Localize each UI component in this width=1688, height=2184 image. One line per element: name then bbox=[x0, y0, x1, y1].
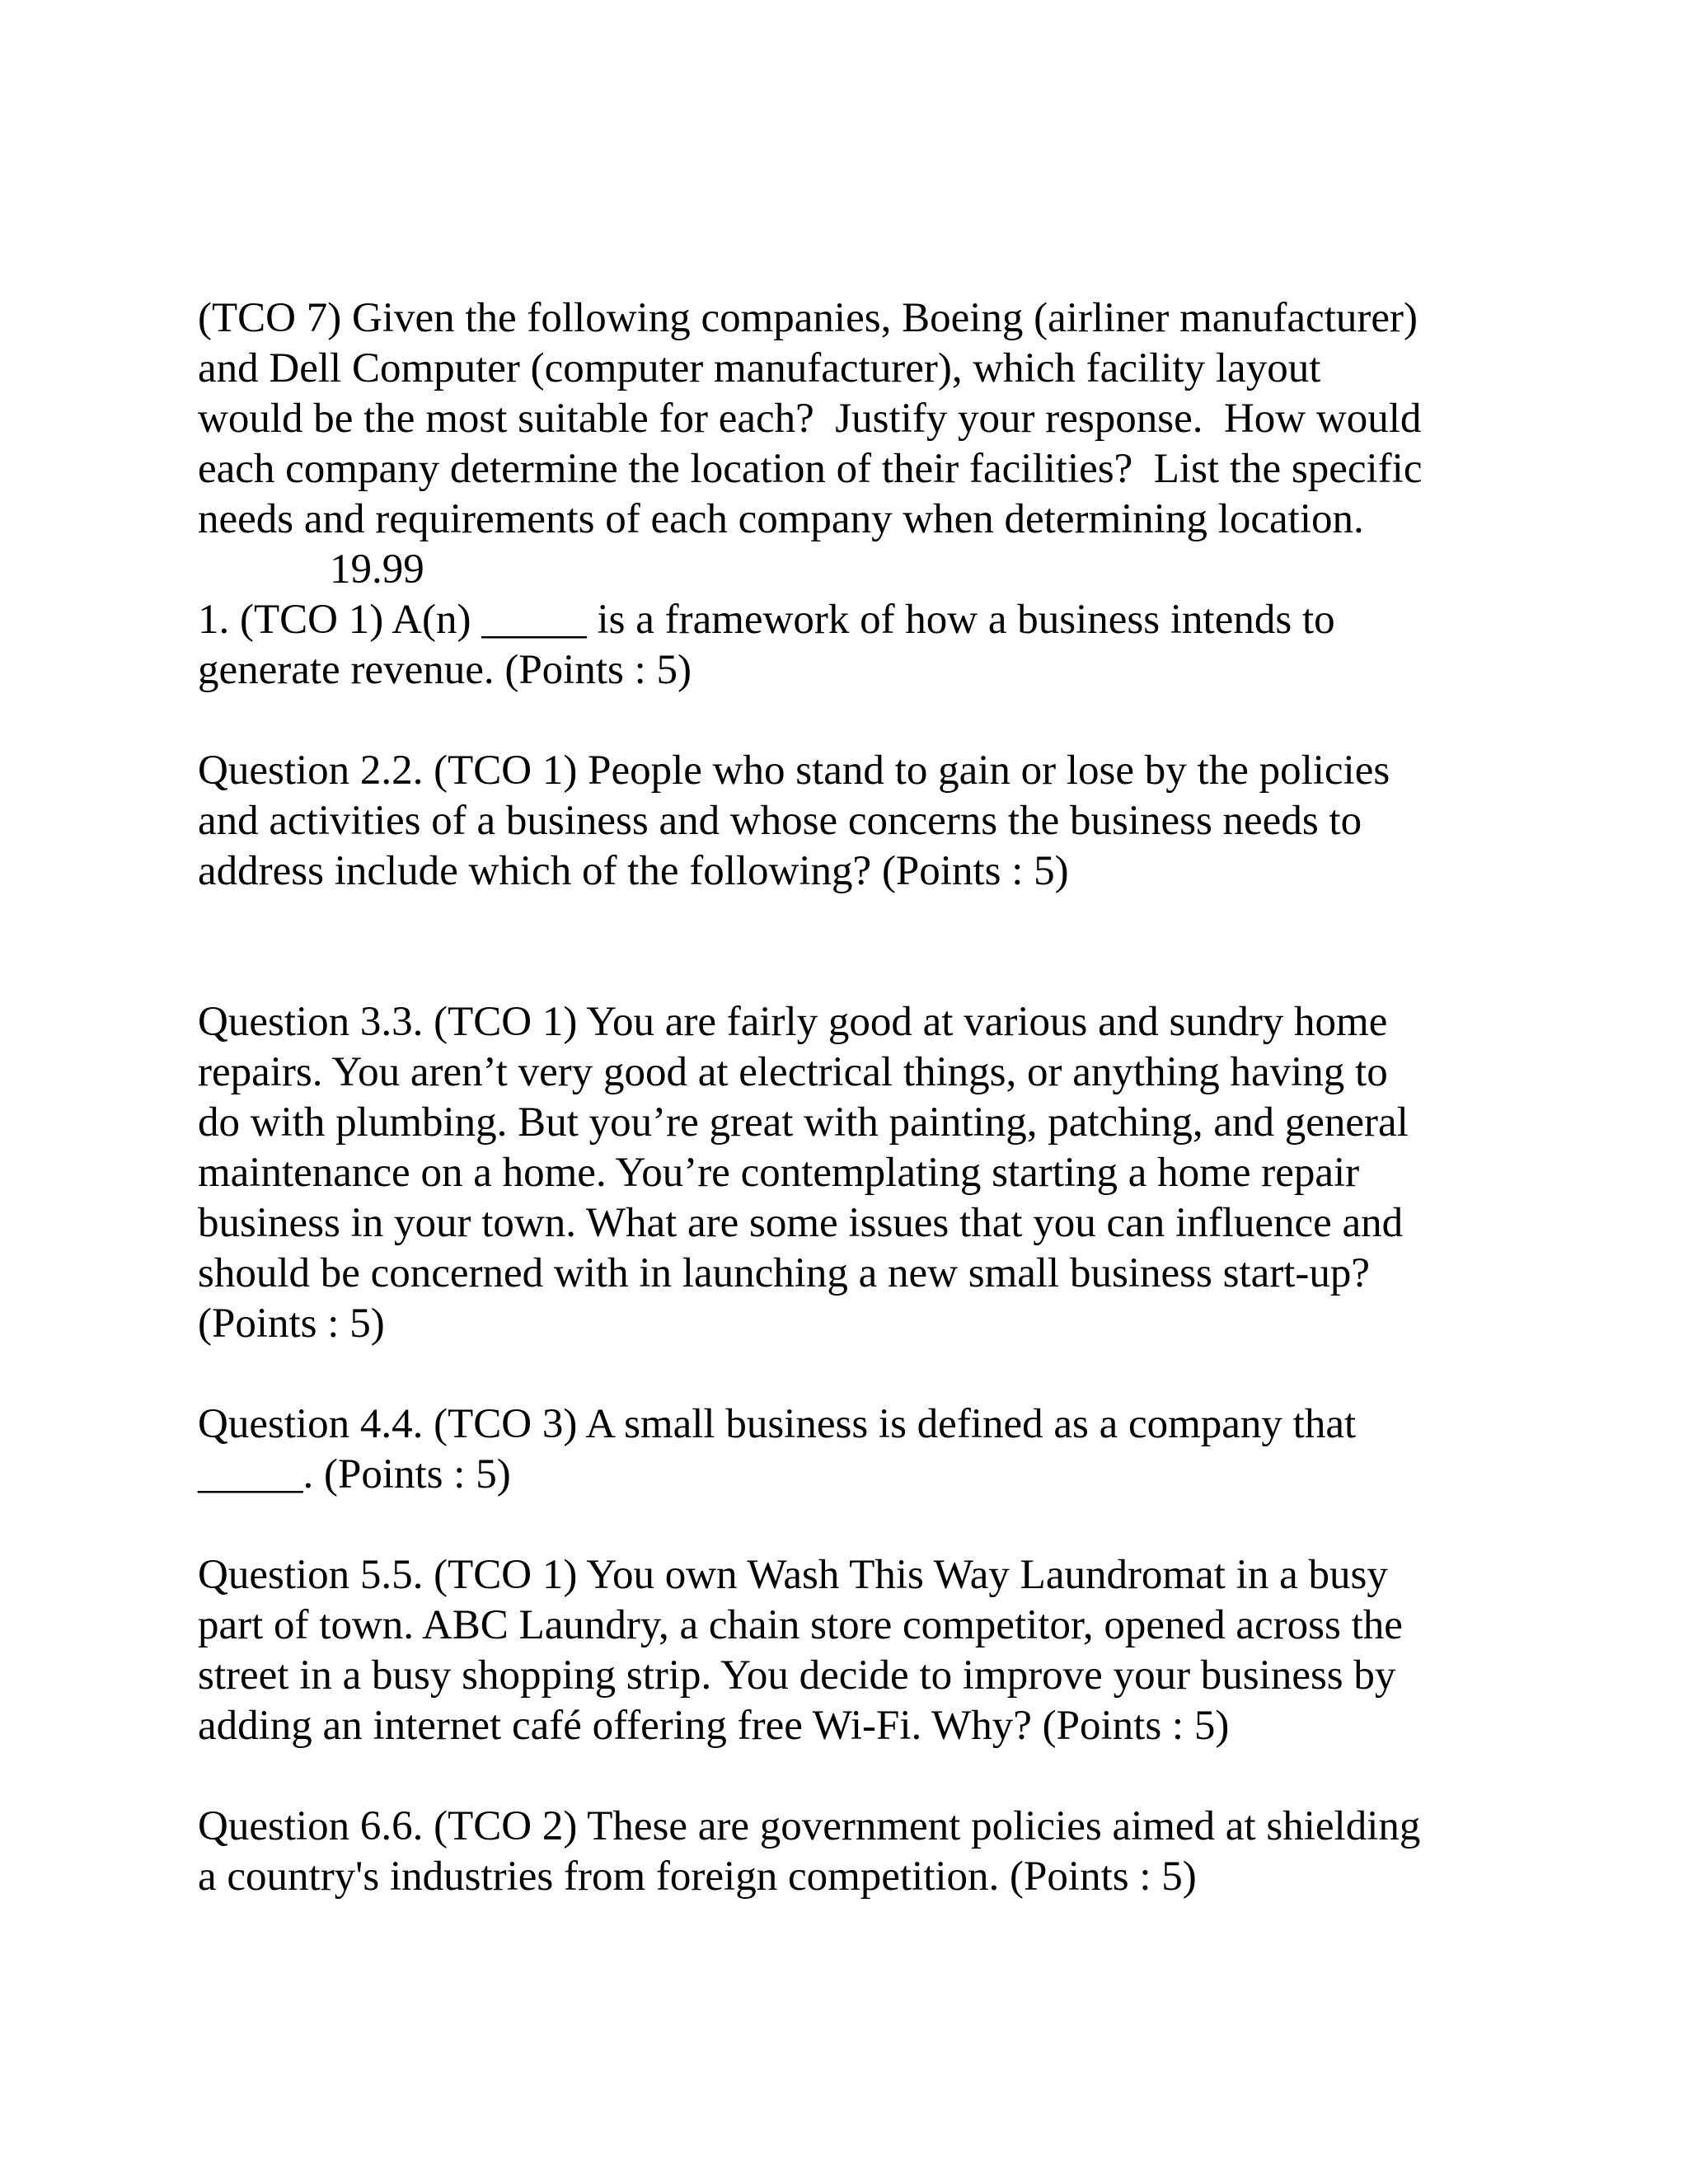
question-line: Question 5.5. (TCO 1) You own Wash This Way Laundromat in a busy bbox=[198, 1552, 1388, 1598]
question-line: street in a busy shopping strip. You decide to improve your business by bbox=[198, 1652, 1396, 1699]
paragraph-spacer bbox=[198, 897, 1484, 997]
question-line: _____. (Points : 5) bbox=[198, 1451, 511, 1497]
question-line: a country's industries from foreign competition. (Points : 5) bbox=[198, 1854, 1197, 1900]
question-line: and activities of a business and whose concerns the business needs to bbox=[198, 798, 1362, 844]
question-line: Question 6.6. (TCO 2) These are government policies aimed at shielding bbox=[198, 1803, 1421, 1849]
question-3 bbox=[198, 997, 1484, 1349]
question-line: Question 2.2. (TCO 1) People who stand to gain or lose by the policies bbox=[198, 748, 1390, 794]
question-6 bbox=[198, 1802, 1484, 1902]
question-5 bbox=[198, 1550, 1484, 1751]
question-line: needs and requirements of each company when determining location. bbox=[198, 496, 1364, 542]
paragraph-spacer bbox=[198, 1751, 1484, 1802]
paragraph-spacer bbox=[198, 1349, 1484, 1399]
question-line: adding an internet café offering free Wi-Fi. Why? (Points : 5) bbox=[198, 1703, 1230, 1749]
question-line: Question 4.4. (TCO 3) A small business is defined as a company that bbox=[198, 1401, 1357, 1447]
question-line: should be concerned with in launching a new small business start-up? bbox=[198, 1250, 1370, 1296]
question-line: (Points : 5) bbox=[198, 1301, 385, 1347]
tco7-question bbox=[198, 293, 1484, 595]
question-1 bbox=[198, 595, 1484, 696]
question-line: 1. (TCO 1) A(n) _____ is a framework of how a business intends to bbox=[198, 597, 1335, 643]
question-line: maintenance on a home. You’re contemplating starting a home repair bbox=[198, 1150, 1360, 1196]
question-line: address include which of the following? (Points : 5) bbox=[198, 848, 1069, 894]
document-body bbox=[198, 293, 1484, 1902]
question-line: repairs. You aren’t very good at electrical things, or anything having to bbox=[198, 1049, 1388, 1095]
question-line: generate revenue. (Points : 5) bbox=[198, 647, 692, 693]
question-line: Question 3.3. (TCO 1) You are fairly good at various and sundry home bbox=[198, 999, 1388, 1045]
question-line: would be the most suitable for each? Justify your response. How would bbox=[198, 396, 1422, 442]
question-line: business in your town. What are some issues that you can influence and bbox=[198, 1200, 1404, 1246]
question-line: part of town. ABC Laundry, a chain store competitor, opened across the bbox=[198, 1602, 1403, 1648]
paragraph-spacer bbox=[198, 696, 1484, 746]
question-4 bbox=[198, 1399, 1484, 1500]
question-line: each company determine the location of their facilities? List the specific bbox=[198, 446, 1423, 492]
question-line: and Dell Computer (computer manufacturer), which facility layout bbox=[198, 345, 1321, 391]
question-line: do with plumbing. But you’re great with painting, patching, and general bbox=[198, 1099, 1409, 1146]
question-line: (TCO 7) Given the following companies, Boeing (airliner manufacturer) bbox=[198, 295, 1418, 341]
price-label: 19.99 bbox=[330, 546, 424, 593]
question-2 bbox=[198, 746, 1484, 897]
paragraph-spacer bbox=[198, 1500, 1484, 1550]
